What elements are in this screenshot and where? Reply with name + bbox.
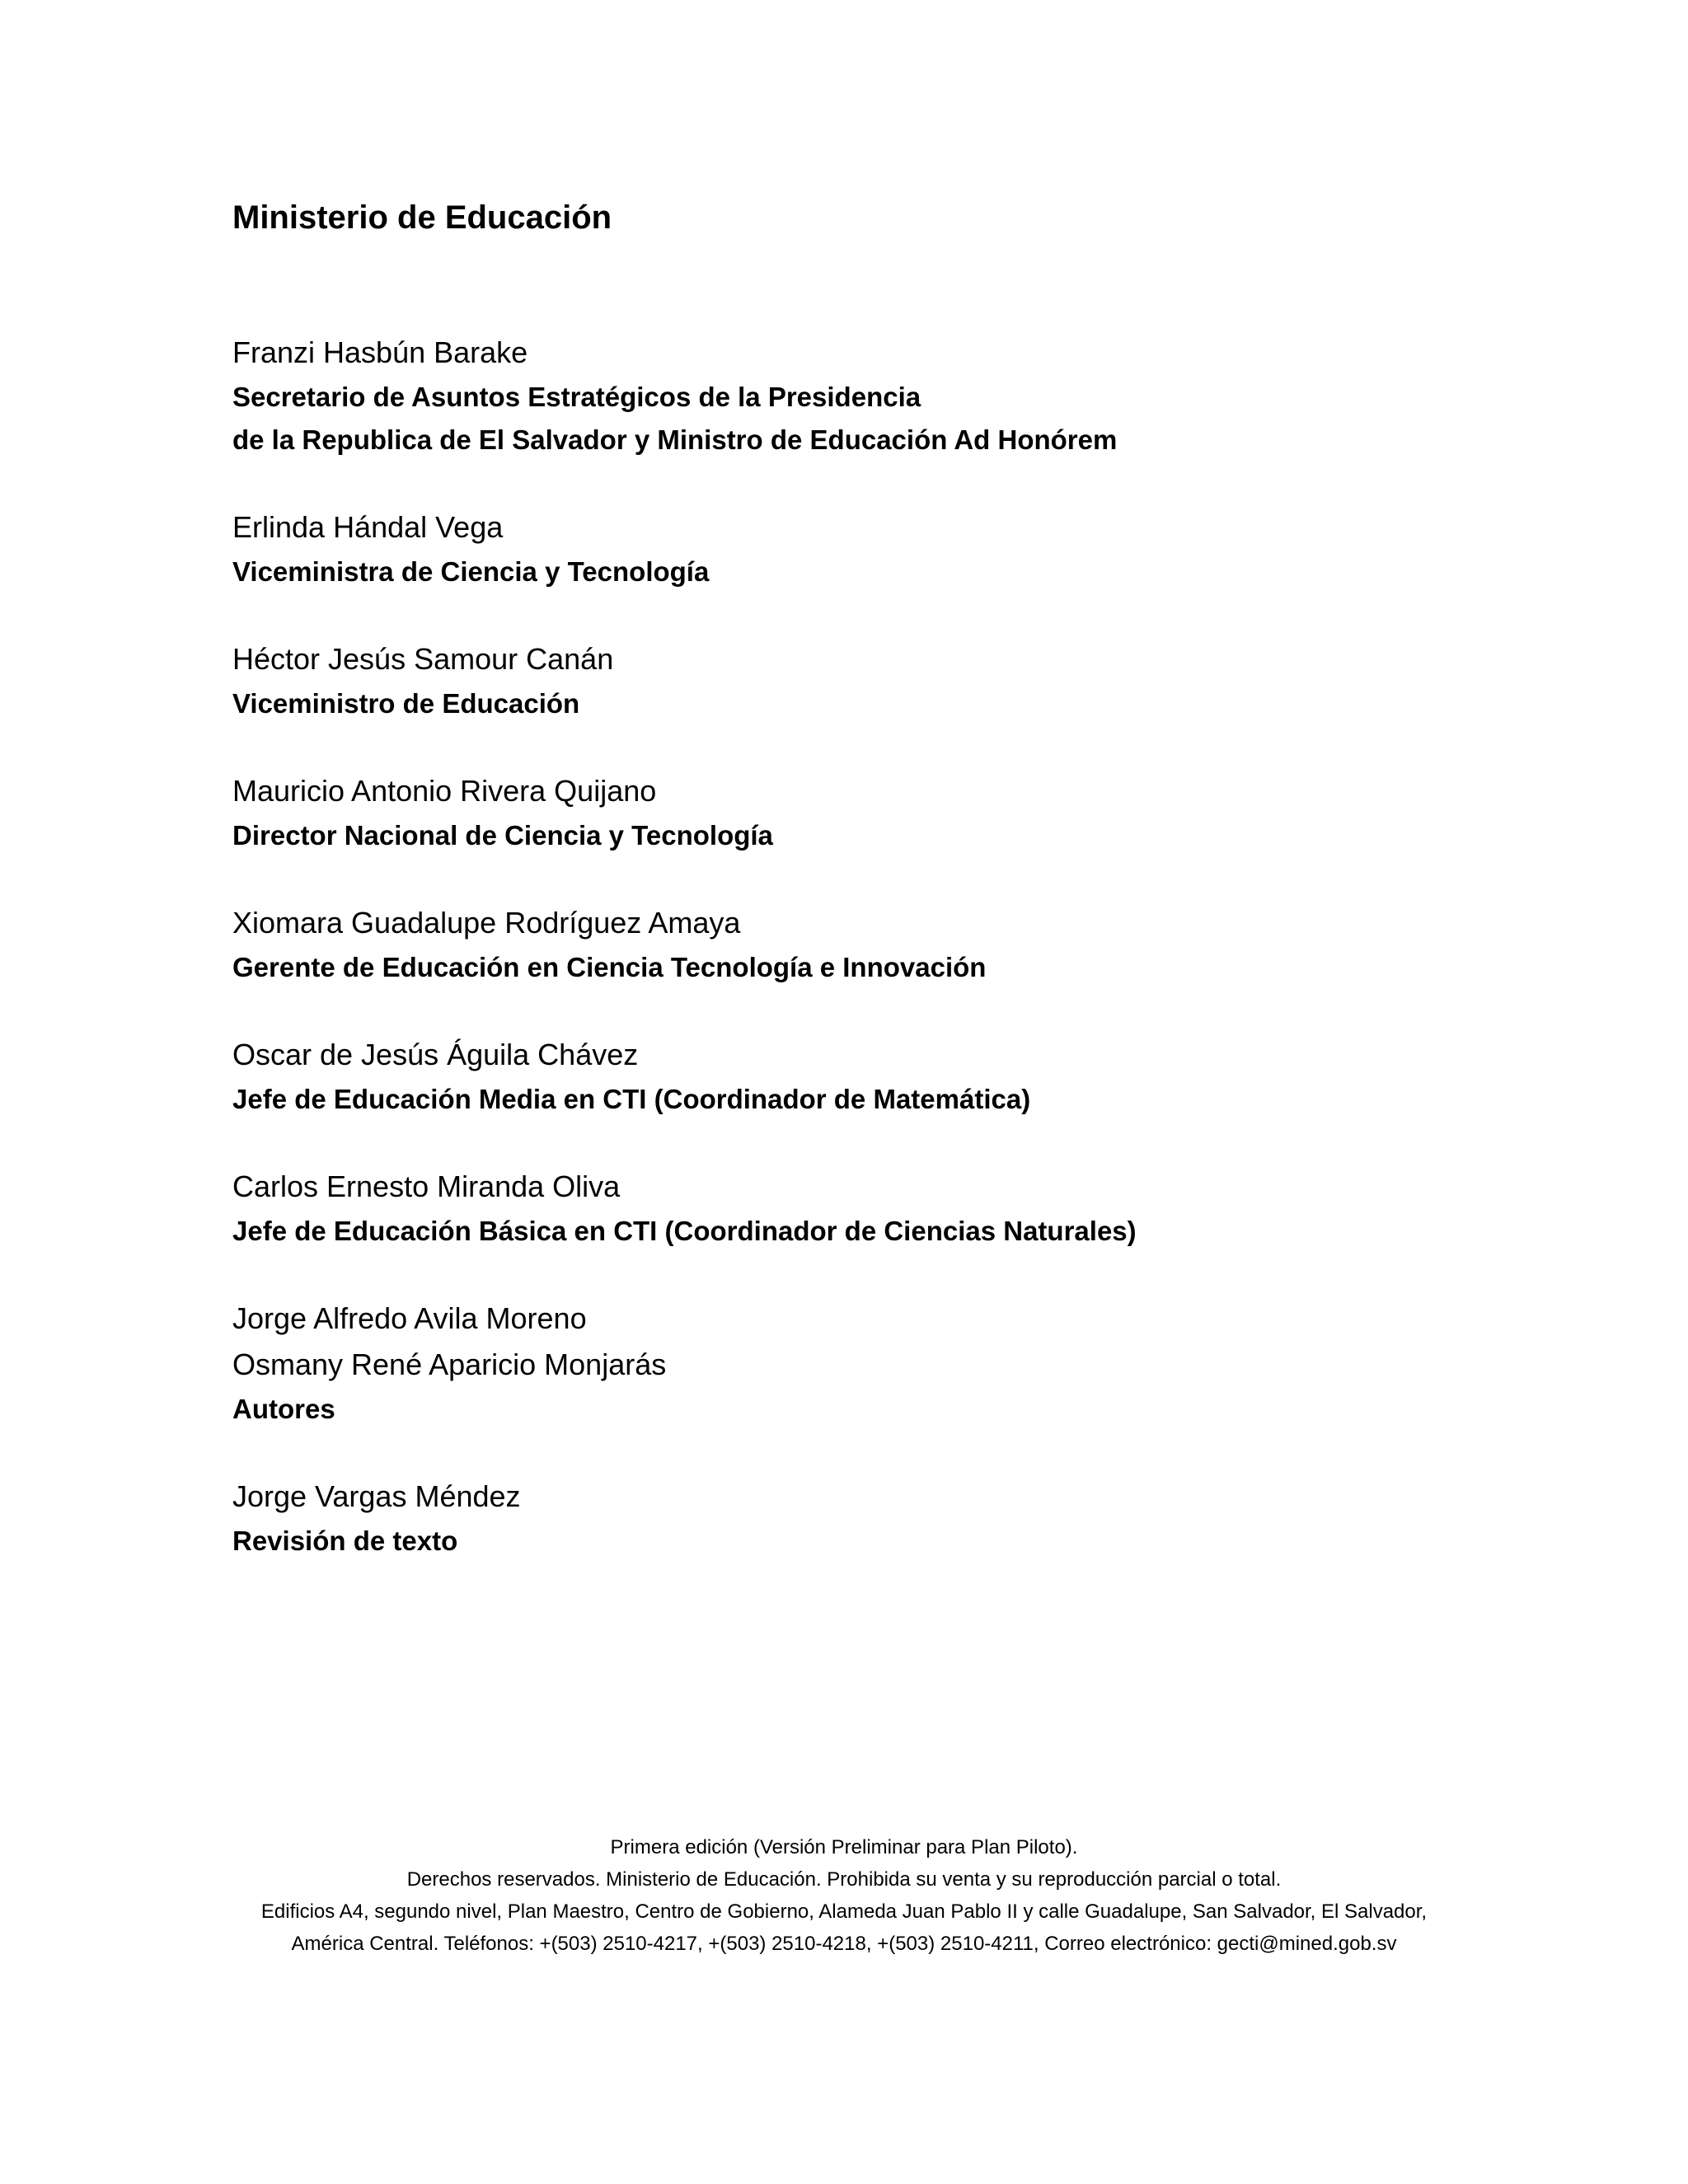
footer-notice [0, 1831, 1688, 1960]
footer-line: Primera edición (Versión Preliminar para Plan Piloto). [610, 1836, 1078, 1858]
person-role: Secretario de Asuntos Estratégicos de la Presidencia [232, 382, 921, 412]
person-role: de la Republica de El Salvador y Ministro de Educación Ad Honórem [232, 424, 1118, 455]
footer-line: Derechos reservados. Ministerio de Educación. Prohibida su venta y su reproducción parcial o total. [406, 1868, 1282, 1891]
person-role: Revisión de texto [232, 1526, 458, 1556]
person-role: Jefe de Educación Básica en CTI (Coordinador de Ciencias Naturales) [232, 1216, 1137, 1246]
person-name: Oscar de Jesús Águila Chávez [232, 1038, 639, 1071]
person-role: Director Nacional de Ciencia y Tecnología [232, 820, 773, 851]
credit-entry [232, 1164, 1469, 1253]
person-name: Franzi Hasbún Barake [232, 335, 528, 369]
person-name: Osmany René Aparicio Monjarás [232, 1347, 667, 1381]
credit-entry [232, 768, 1469, 857]
person-name: Xiomara Guadalupe Rodríguez Amaya [232, 906, 741, 940]
person-role: Jefe de Educación Media en CTI (Coordinador de Matemática) [232, 1084, 1031, 1114]
page-title: Ministerio de Educación [232, 199, 612, 236]
credit-entry [232, 504, 1469, 593]
person-role: Viceministro de Educación [232, 688, 580, 719]
credit-entry [232, 900, 1469, 989]
credits-list [232, 330, 1469, 1605]
person-name: Héctor Jesús Samour Canán [232, 642, 614, 676]
person-role: Viceministra de Ciencia y Tecnología [232, 556, 710, 587]
person-name: Erlinda Hándal Vega [232, 510, 504, 544]
person-name: Jorge Alfredo Avila Moreno [232, 1301, 587, 1335]
person-name: Carlos Ernesto Miranda Oliva [232, 1169, 621, 1203]
person-role: Gerente de Educación en Ciencia Tecnología e Innovación [232, 952, 987, 982]
credit-entry [232, 1032, 1469, 1121]
credit-entry [232, 1474, 1469, 1563]
person-name: Mauricio Antonio Rivera Quijano [232, 774, 657, 808]
credit-entry [232, 636, 1469, 725]
credit-entry [232, 330, 1469, 462]
person-role: Autores [232, 1394, 335, 1424]
footer-line: Edificios A4, segundo nivel, Plan Maestro, Centro de Gobierno, Alameda Juan Pablo II y calle Guadalupe, San Salvador, El Salvador, [260, 1900, 1428, 1923]
person-name: Jorge Vargas Méndez [232, 1479, 521, 1513]
footer-line: América Central. Teléfonos: +(503) 2510-4217, +(503) 2510-4218, +(503) 2510-4211, Correo electrónico: gecti@mined.gob.sv [291, 1933, 1397, 1955]
credit-entry [232, 1296, 1469, 1431]
